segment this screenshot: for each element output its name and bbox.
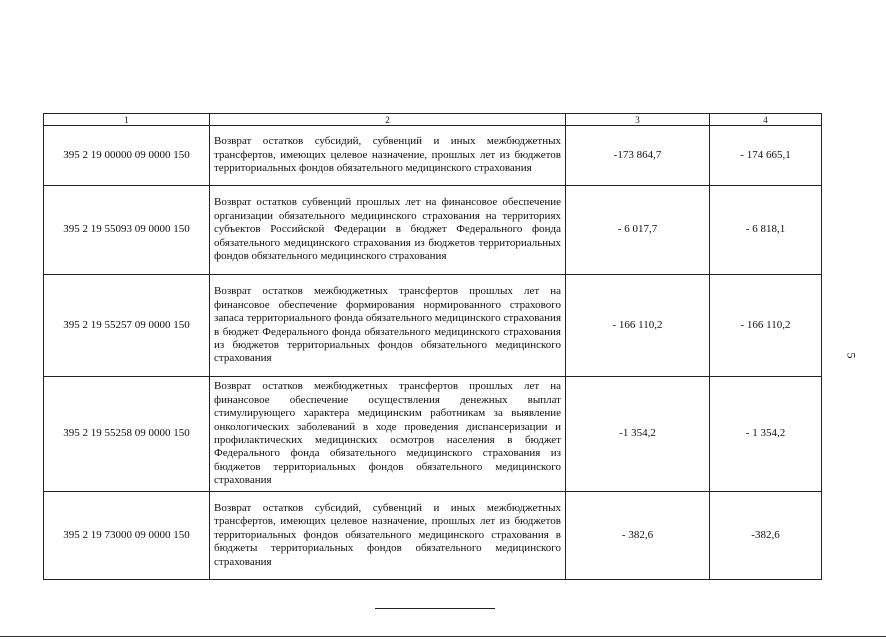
value-cell-col4: -382,6 [710,492,822,580]
table-row [44,186,822,275]
value-cell-col4: - 174 665,1 [710,126,822,186]
table-header-row [44,114,822,126]
budget-code-cell: 395 2 19 00000 09 0000 150 [44,126,210,186]
table-row [44,275,822,377]
description-cell: Возврат остатков субсидий, субвенций и иных межбюджетных трансфертов, имеющих целевое назначение, прошлых лет из бюджетов территориальных фондов обязательного медицинского страхования в бюджеты территориальных фондов обязательного медицинского страхования [210,492,566,580]
column-header-3: 3 [566,114,710,126]
description-cell: Возврат остатков субсидий, субвенций и иных межбюджетных трансфертов, имеющих целевое назначение, прошлых лет из бюджетов территориальных фондов обязательного медицинского страхования [210,126,566,186]
value-cell-col3: -173 864,7 [566,126,710,186]
table-row [44,126,822,186]
column-header-1: 1 [44,114,210,126]
budget-code-cell: 395 2 19 55257 09 0000 150 [44,275,210,377]
value-cell-col3: - 382,6 [566,492,710,580]
table-row [44,377,822,492]
column-header-2: 2 [210,114,566,126]
value-cell-col4: - 6 818,1 [710,186,822,275]
column-header-4: 4 [710,114,822,126]
budget-table [43,113,822,580]
budget-code-cell: 395 2 19 55258 09 0000 150 [44,377,210,492]
page-number: 5 [844,352,859,359]
budget-code-cell: 395 2 19 55093 09 0000 150 [44,186,210,275]
value-cell-col4: - 166 110,2 [710,275,822,377]
value-cell-col3: - 166 110,2 [566,275,710,377]
page-bottom-border [0,636,886,637]
description-cell: Возврат остатков субвенций прошлых лет на финансовое обеспечение организации обязательного медицинского страхования на территориях субъектов Российской Федерации в бюджет Федерального фонда обязательного медицинского страхования из бюджетов территориальных фондов обязательного медицинского страхования [210,186,566,275]
value-cell-col4: - 1 354,2 [710,377,822,492]
value-cell-col3: - 6 017,7 [566,186,710,275]
table-row [44,492,822,580]
footer-separator-line [375,608,495,609]
budget-code-cell: 395 2 19 73000 09 0000 150 [44,492,210,580]
description-cell: Возврат остатков межбюджетных трансфертов прошлых лет на финансовое обеспечение осуществления денежных выплат стимулирующего характера медицинским работникам за выявление онкологических заболеваний в ходе проведения диспансеризации и профилактических медицинских осмотров населения в бюджет Федерального фонда обязательного медицинского страхования из бюджетов территориальных фондов обязательного медицинского страхования [210,377,566,492]
value-cell-col3: -1 354,2 [566,377,710,492]
description-cell: Возврат остатков межбюджетных трансфертов прошлых лет на финансовое обеспечение формирования нормированного страхового запаса территориального фонда обязательного медицинского страхования в бюджет Федерального фонда обязательного медицинского страхования из бюджетов территориальных фондов обязательного медицинского страхования [210,275,566,377]
